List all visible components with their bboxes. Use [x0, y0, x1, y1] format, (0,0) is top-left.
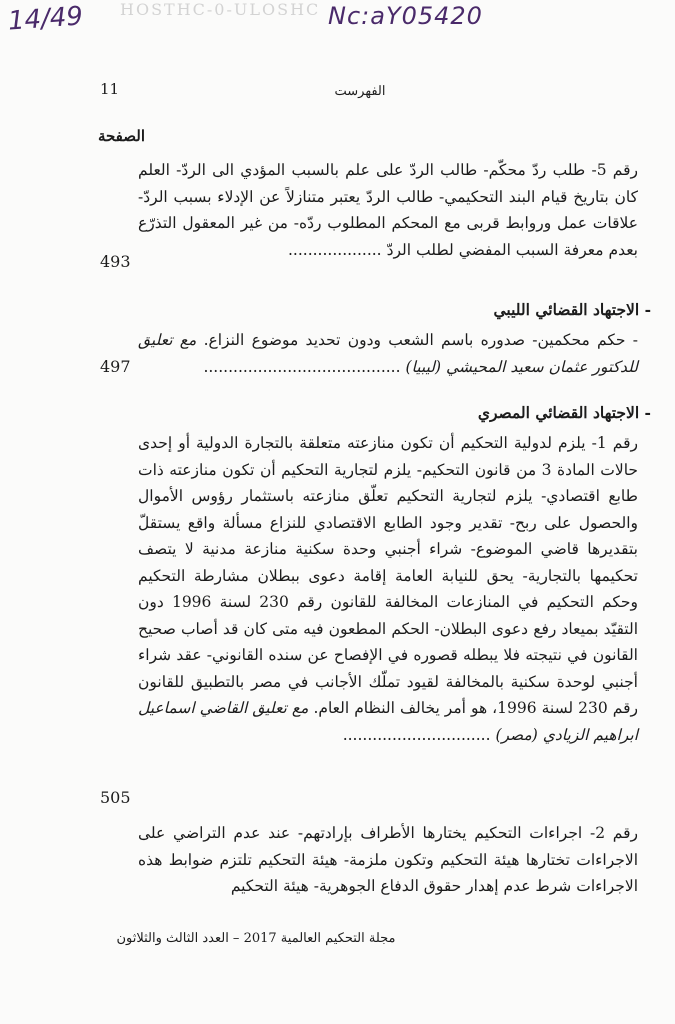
- page-number: 11: [100, 80, 120, 98]
- journal-footer: مجلة التحكيم العالمية 2017 – العدد الثالث والثلاثون: [116, 931, 396, 946]
- bleed-through-stamp: HOSTHC-0-ULOSHC: [120, 0, 321, 19]
- section-title-egypt: - الاجتهاد القضائي المصري: [477, 403, 651, 422]
- index-entry-egypt-2: [138, 820, 638, 900]
- index-entry-libya: [138, 327, 638, 380]
- entry-text: رقم 1- يلزم لدولية التحكيم أن تكون منازعته متعلقة بالتجارة الدولية أو إحدى حالات المادة 3 من قانون التحكيم- يلزم لتجارية التحكيم أن تكون منازعته ذات طابع اقتصادي- يلزم لتجارية التحكيم تعلّق منازعته باستثمار رؤوس الأموال والحصول على ربح- تقدير وجود الطابع الاقتصادي للنزاع مسألة واقع يستقلّ بتقديرها قاضي الموضوع- شراء أجنبي وحدة سكنية منازعة مدنية لا يتصف تحكيمها بالتجارية- يحق للنيابة العامة إقامة دعوى ببطلان مشارطة التحكيم وحكم التحكيم في المنازعات المخالفة للقانون رقم 230 لسنة 1996 دون التقيّد بميعاد رفع دعوى البطلان- الحكم المطعون فيه متى كان قد أصاب صحيح القانون في نتيجته فلا يبطله قصوره في الإفصاح عن سنده القانوني- عقد شراء أجنبي لوحدة سكنية بالمخالفة لقيود تملّك الأجانب في مصر بالتطبيق للقانون رقم 230 لسنة 1996، هو أمر يخالف النظام العام.: [138, 434, 639, 717]
- entry-text: - حكم محكمين- صدوره باسم الشعب ودون تحديد موضوع النزاع.: [203, 331, 638, 349]
- page-ref-497: 497: [100, 357, 131, 376]
- entry-comment: مع تعليق للدكتور عثمان سعيد المحيشي (ليبيا): [138, 331, 638, 376]
- section-title-libya: - الاجتهاد القضائي الليبي: [493, 300, 651, 319]
- page-column-header: الصفحة: [97, 127, 145, 145]
- leader-dots: ........................................: [203, 357, 401, 376]
- handwritten-page-count: 14/49: [7, 1, 84, 37]
- leader-dots: ...................: [288, 240, 382, 259]
- page-ref-493: 493: [100, 252, 131, 271]
- leader-dots: ..............................: [342, 725, 491, 744]
- index-entry-egypt-1: [138, 430, 638, 748]
- index-entry-5: [138, 157, 638, 263]
- entry-text: رقم 2- اجراءات التحكيم يختارها الأطراف بإرادتهم- عند عدم التراضي على الاجراءات تختارها هيئة التحكيم وتكون ملزمة- هيئة التحكيم تلتزم ضوابط هذه الاجراءات شرط عدم إهدار حقوق الدفاع الجوهرية- هيئة التحكيم: [138, 824, 638, 895]
- page-ref-505: 505: [100, 788, 131, 807]
- entry-comment: مع تعليق القاضي اسماعيل ابراهيم الزيادي (مصر): [138, 699, 638, 744]
- running-header: الفهرست: [334, 84, 386, 99]
- handwritten-reference: Nc:aY05420: [328, 2, 483, 30]
- entry-text: رقم 5- طلب ردّ محكّم- طالب الردّ على علم بالسبب المؤدي الى الردّ- العلم كان بتاريخ قيام البند التحكيمي- طالب الردّ يعتبر متنازلاً عن الإدلاء بسبب الردّ- علاقات عمل وروابط قربى مع المحكم المطلوب ردّه- من غير المعقول التذرّع بعدم معرفة السبب المفضي لطلب الردّ: [138, 161, 639, 259]
